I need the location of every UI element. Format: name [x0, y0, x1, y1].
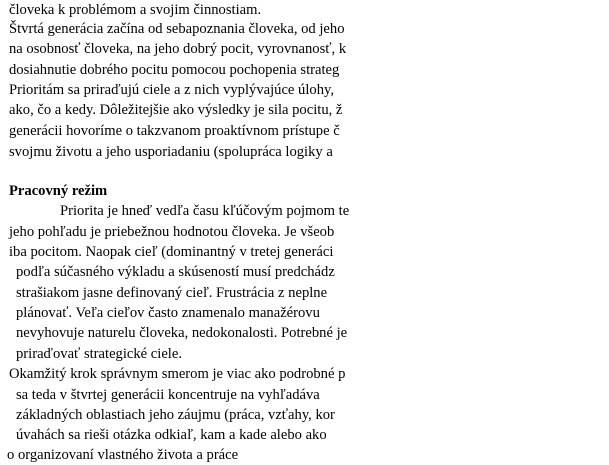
paragraph-line: o organizovaní vlastného života a práce — [7, 447, 239, 463]
paragraph-line: strašiakom jasne definovaný cieľ. Frustrácia z neplne — [16, 285, 328, 301]
paragraph-line: Okamžitý krok správnym smerom je viac ako podrobné p — [9, 366, 346, 382]
section-heading: Pracovný režim — [9, 183, 108, 199]
paragraph-line: základných oblastiach jeho záujmu (práca, vzťahy, kor — [16, 407, 335, 423]
paragraph-line: podľa súčasného výkladu a skúseností musí predchádz — [16, 264, 335, 280]
paragraph-line: Prioritám sa priraďujú ciele a z nich vyplývajúce úlohy, — [9, 82, 334, 98]
paragraph-line: svojmu životu a jeho usporiadaniu (spolupráca logiky a — [9, 144, 333, 160]
paragraph-line: ako, čo a kedy. Dôležitejšie ako výsledky je sila pocitu, ž — [9, 102, 343, 118]
paragraph-line: priraďovať strategické ciele. — [16, 346, 182, 362]
paragraph-line: Štvrtá generácia začína od sebapoznania človeka, od jeho — [9, 21, 345, 37]
clipped-bottom-line — [0, 444, 421, 463]
paragraph-line: úvahách sa rieši otázka odkiaľ, kam a kade alebo ako — [16, 427, 327, 443]
paragraph-line: plánovať. Veľa cieľov často znamenalo manažérovu — [16, 305, 320, 321]
paragraph-line: sa teda v štvrtej generácii koncentruje na vyhľadáva — [16, 387, 320, 403]
paragraph-line: človeka k problémom a svojim činnostiam. — [9, 2, 262, 18]
paragraph-line: Priorita je hneď vedľa času kľúčovým pojmom te — [60, 203, 350, 219]
paragraph-line: nevyhovuje naturelu človeka, nedokonalosti. Potrebné je — [16, 325, 348, 341]
paragraph-line: jeho pohľadu je priebežnou hodnotou človeka. Je všeob — [9, 224, 335, 240]
paragraph-line: generácii hovoríme o takzvanom proaktívnom prístupe č — [9, 123, 340, 139]
paragraph-line: dosiahnutie dobrého pocitu pomocou pochopenia strateg — [9, 62, 340, 78]
paragraph-line: na osobnosť človeka, na jeho dobrý pocit, vyrovnanosť, k — [9, 41, 347, 57]
paragraph-line: iba pocitom. Naopak cieľ (dominantný v tretej generáci — [9, 244, 334, 260]
